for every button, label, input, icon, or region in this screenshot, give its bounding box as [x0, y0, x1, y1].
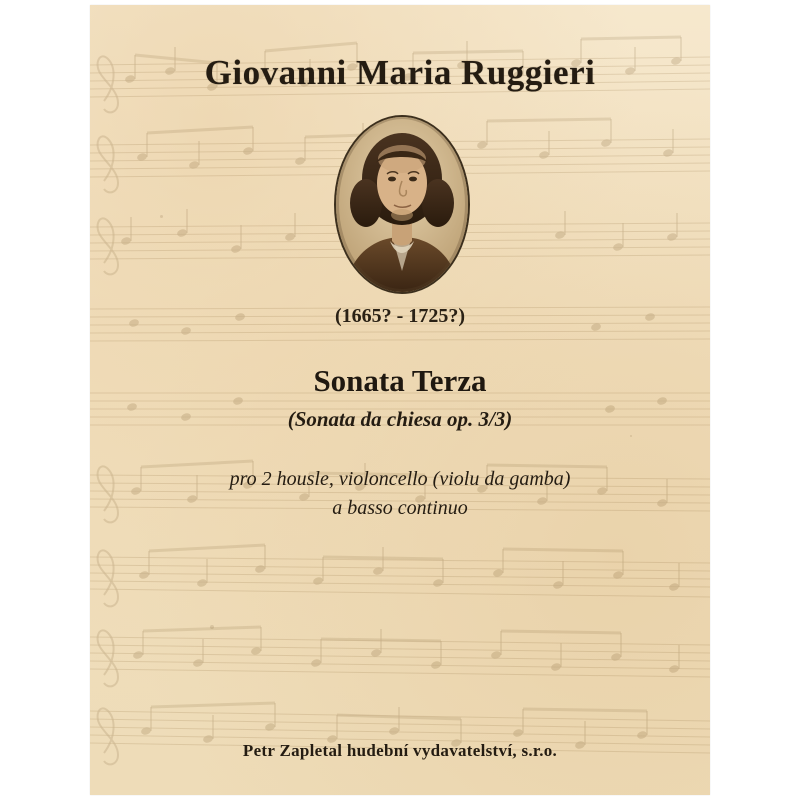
instrumentation-line-1: pro 2 housle, violoncello (violu da gamba)	[229, 468, 571, 490]
portrait-oval-frame	[334, 115, 470, 294]
composer-name: Giovanni Maria Ruggieri	[204, 53, 596, 92]
cover-content	[90, 5, 710, 795]
instrumentation	[90, 465, 710, 523]
composer-portrait	[334, 115, 466, 290]
work-subtitle: (Sonata da chiesa op. 3/3)	[287, 407, 513, 431]
publisher-name: Petr Zapletal hudební vydavatelství, s.r.o.	[242, 741, 558, 760]
composer-dates: (1665? - 1725?)	[335, 305, 465, 327]
work-title: Sonata Terza	[313, 363, 487, 398]
music-cover-sheet	[90, 5, 710, 795]
instrumentation-line-2: a basso continuo	[332, 497, 468, 519]
